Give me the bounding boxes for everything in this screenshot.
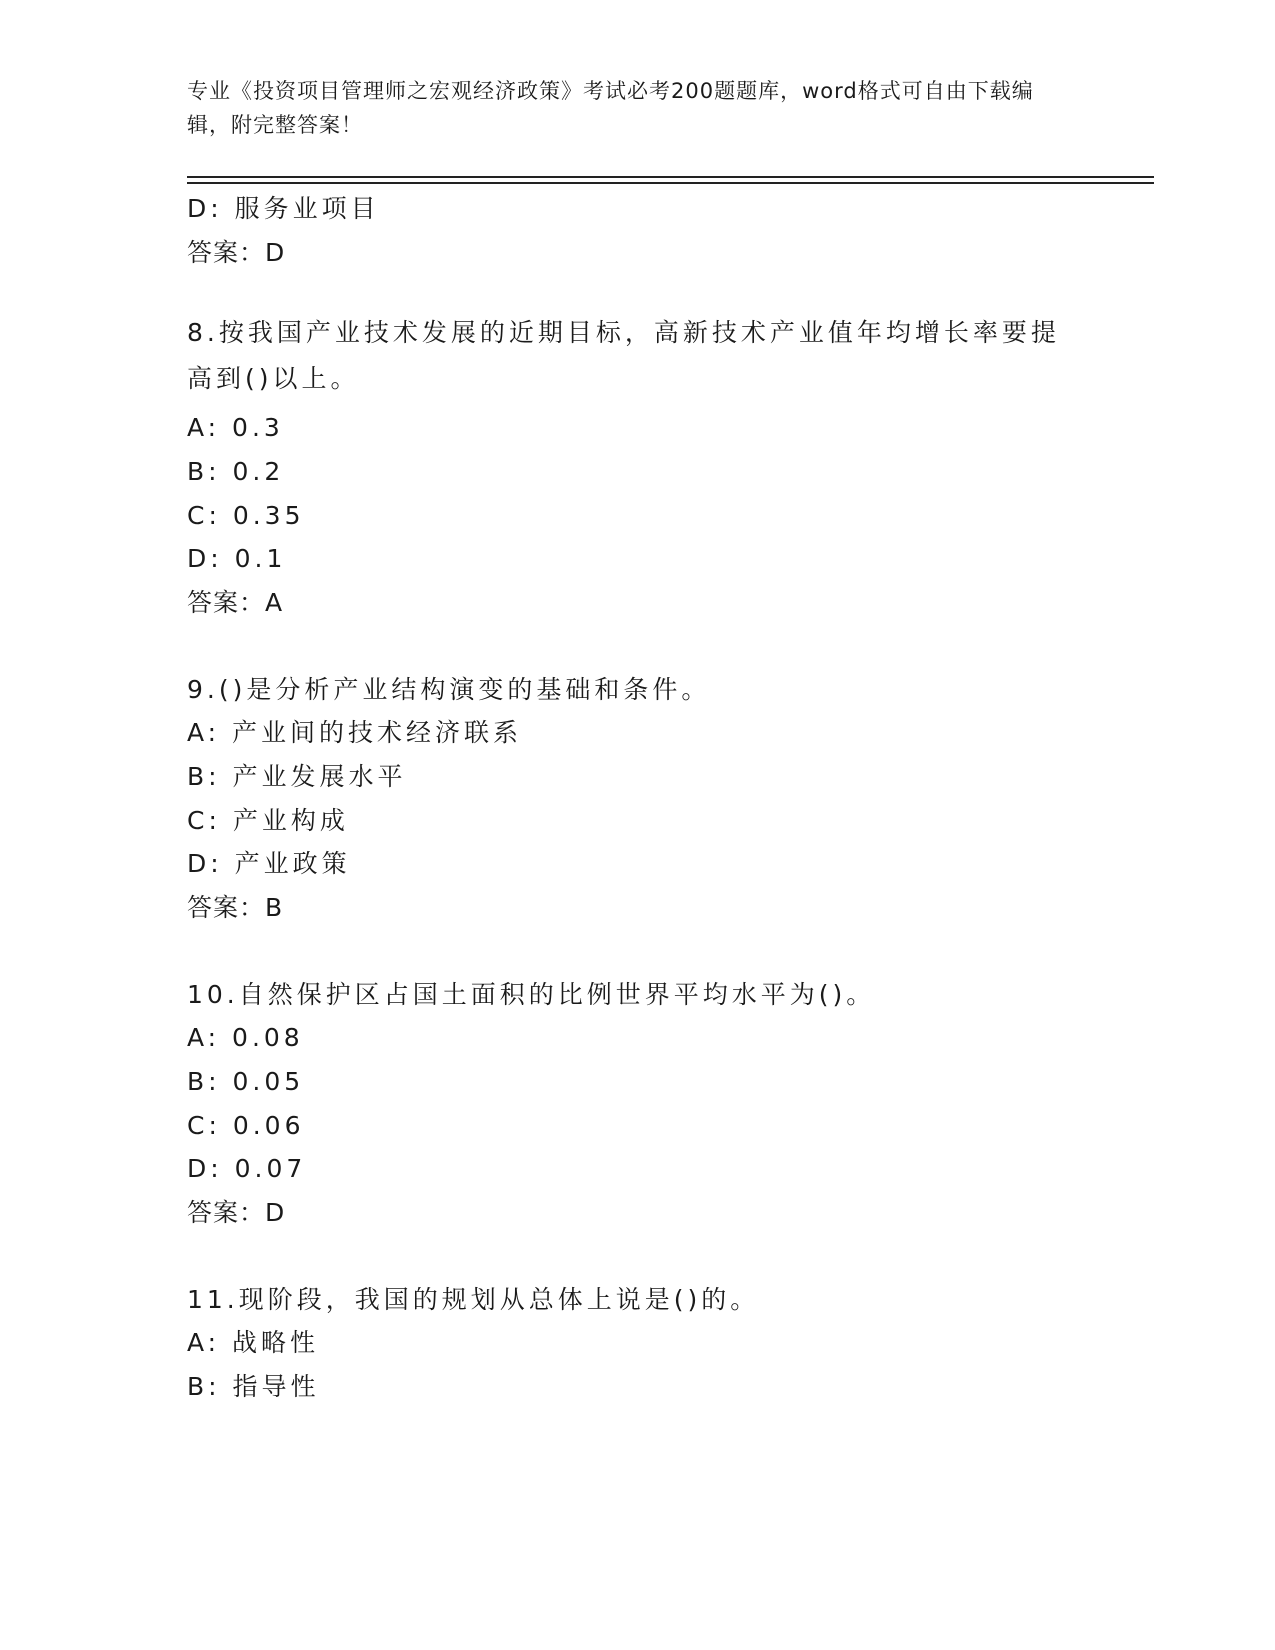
option-a: A: 战略性 bbox=[187, 1328, 320, 1357]
option-c: C: 产业构成 bbox=[187, 806, 349, 835]
option-c: C: 0.06 bbox=[187, 1111, 305, 1140]
answer: 答案：D bbox=[187, 1198, 286, 1227]
option-d: D: 0.1 bbox=[187, 544, 287, 573]
option-d: D: 产业政策 bbox=[187, 849, 351, 878]
answer: 答案：D bbox=[187, 238, 286, 267]
question-stem: 10.自然保护区占国土面积的比例世界平均水平为()。 bbox=[187, 980, 876, 1009]
option-b: B: 指导性 bbox=[187, 1372, 320, 1401]
document-header: 专业《投资项目管理师之宏观经济政策》考试必考200题题库，word格式可自由下载编辑，附完整答案！ bbox=[187, 79, 1034, 137]
header-divider-top bbox=[187, 176, 1154, 178]
header-divider-bottom bbox=[187, 182, 1154, 184]
question-stem: 11.现阶段，我国的规划从总体上说是()的。 bbox=[187, 1285, 760, 1314]
option-a: A: 产业间的技术经济联系 bbox=[187, 718, 523, 747]
answer: 答案：A bbox=[187, 588, 284, 617]
option-d: D: 0.07 bbox=[187, 1154, 307, 1183]
option-a: A: 0.08 bbox=[187, 1023, 304, 1052]
option-d: D: 服务业项目 bbox=[187, 194, 380, 223]
option-b: B: 0.2 bbox=[187, 457, 285, 486]
question-stem: 8.按我国产业技术发展的近期目标，高新技术产业值年均增长率要提高到()以上。 bbox=[187, 318, 1060, 393]
option-c: C: 0.35 bbox=[187, 501, 305, 530]
option-b: B: 产业发展水平 bbox=[187, 762, 407, 791]
option-b: B: 0.05 bbox=[187, 1067, 305, 1096]
question-stem: 9.()是分析产业结构演变的基础和条件。 bbox=[187, 675, 711, 704]
option-a: A: 0.3 bbox=[187, 413, 284, 442]
answer: 答案：B bbox=[187, 893, 284, 922]
